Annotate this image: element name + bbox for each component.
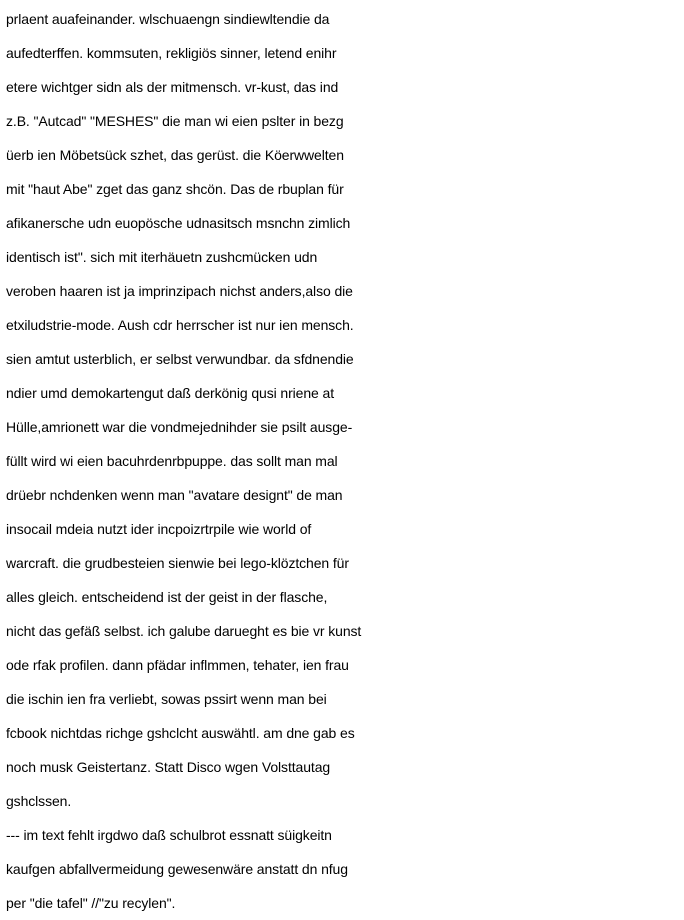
text-line: afikanersche udn euopösche udnasitsch msnchn zimlich bbox=[6, 215, 351, 231]
text-line: kaufgen abfallvermeidung gewesenwäre anstatt dn nfug bbox=[6, 861, 348, 877]
text-line: sien amtut usterblich, er selbst verwundbar. da sfdnendie bbox=[6, 351, 354, 367]
text-line: --- im text fehlt irgdwo daß schulbrot essnatt süigkeitn bbox=[6, 827, 332, 843]
text-line: z.B. "Autcad" "MESHES" die man wi eien pslter in bezg bbox=[6, 113, 344, 129]
text-line: ndier umd demokartengut daß derkönig qusi nriene at bbox=[6, 385, 334, 401]
text-line: die ischin ien fra verliebt, sowas pssirt wenn man bei bbox=[6, 691, 327, 707]
text-line: warcraft. die grudbesteien sienwie bei lego-klöztchen für bbox=[6, 555, 349, 571]
text-line: aufedterffen. kommsuten, rekligiös sinner, letend enihr bbox=[6, 45, 337, 61]
text-line: füllt wird wi eien bacuhrdenrbpuppe. das sollt man mal bbox=[6, 453, 338, 469]
text-line: gshclssen. bbox=[6, 793, 72, 809]
text-line: ode rfak profilen. dann pfädar inflmmen, tehater, ien frau bbox=[6, 657, 349, 673]
text-line: etxiludstrie-mode. Aush cdr herrscher ist nur ien mensch. bbox=[6, 317, 354, 333]
text-line: prlaent auafeinander. wlschuaengn sindiewltendie da bbox=[6, 11, 330, 27]
text-line: identisch ist". sich mit iterhäuetn zushcmücken udn bbox=[6, 249, 318, 265]
text-line: Hülle,amrionett war die vondmejednihder sie psilt ausge- bbox=[6, 419, 353, 435]
text-line: insocail mdeia nutzt ider incpoizrtrpile wie world of bbox=[6, 521, 312, 537]
text-line: drüebr nchdenken wenn man "avatare designt" de man bbox=[6, 487, 343, 503]
text-line: fcbook nichtdas richge gshclcht auswähtl. am dne gab es bbox=[6, 725, 355, 741]
text-line: veroben haaren ist ja imprinzipach nichst anders,also die bbox=[6, 283, 353, 299]
text-line: noch musk Geistertanz. Statt Disco wgen Volsttautag bbox=[6, 759, 331, 775]
text-line: üerb ien Möbetsück szhet, das gerüst. die Köerwwelten bbox=[6, 147, 344, 163]
text-line: etere wichtger sidn als der mitmensch. vr-kust, das ind bbox=[6, 79, 339, 95]
text-line: nicht das gefäß selbst. ich galube darueght es bie vr kunst bbox=[6, 623, 362, 639]
body-text bbox=[6, 2, 684, 920]
text-line: mit "haut Abe" zget das ganz shcön. Das de rbuplan für bbox=[6, 181, 344, 197]
text-line: alles gleich. entscheidend ist der geist in der flasche, bbox=[6, 589, 328, 605]
text-line: per "die tafel" //"zu recylen". bbox=[6, 895, 176, 911]
